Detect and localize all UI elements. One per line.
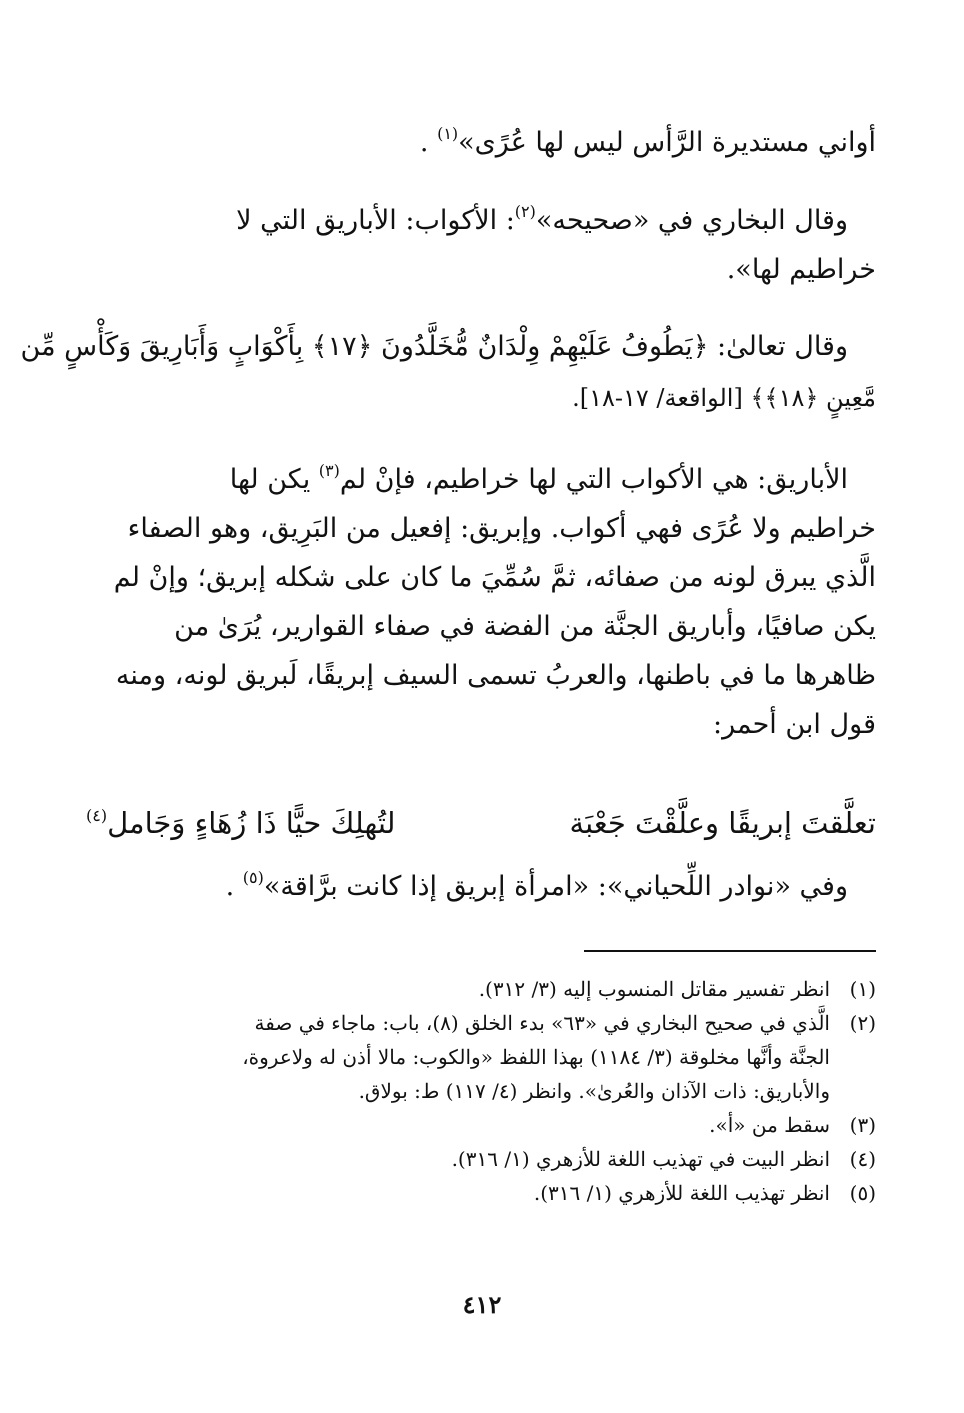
footnote-4	[86, 1142, 876, 1176]
paragraph-text: ظاهرها ما في باطنها، والعربُ تسمى السيف إبريقًا، لَبريق لونه، ومنه	[115, 660, 876, 691]
footnote-5	[86, 1176, 876, 1210]
footnote-number: (١)	[849, 977, 876, 1001]
paragraph-text: الأباريق: هي الأكواب التي لها خراطيم، فإنْ لم	[339, 464, 848, 495]
punctuation: .	[225, 871, 243, 902]
footnote-text: انظر تفسير مقاتل المنسوب إليه (٣/ ٣١٢).	[478, 977, 830, 1001]
paragraph-text: خراطيم لها».	[726, 254, 876, 285]
quran-verse-text: وقال تعالىٰ: ﴿يَطُوفُ عَلَيْهِمْ وِلْدَانٌ مُّخَلَّدُونَ ﴿١٧﴾ بِأَكْوَابٍ وَأَبَارِيقَ وَكَأْسٍ مِّن	[20, 331, 848, 362]
footnote-number: (٢)	[849, 1011, 876, 1035]
punctuation: .	[419, 127, 438, 158]
footnote-ref-3[interactable]: (٣)	[318, 461, 340, 480]
quran-quote-cont	[86, 374, 876, 423]
footnote-text: سقط من «أ».	[709, 1113, 830, 1137]
verse-hemistich-2: لتُهلِكَ حيًّا ذَا زُهَاءٍ وَجَامل	[107, 806, 396, 840]
footnote-ref-1[interactable]: (١)	[437, 124, 459, 143]
footnote-text: الجنَّة وأنَّها مخلوقة (٣/ ١١٨٤) بهذا اللفظ «والكوب: مالا أذن له ولاعروة،	[242, 1045, 830, 1069]
footnote-1	[86, 972, 876, 1006]
paragraph-text: وقال البخاري في «صحيحه»	[535, 205, 848, 236]
footnote-ref-5[interactable]: (٥)	[242, 868, 264, 887]
paragraph-text: خراطيم ولا عُرًى فهي أكواب. وإبريق: إفعيل من البَرِيق، وهو الصفاء	[127, 513, 876, 544]
footnote-ref-2[interactable]: (٢)	[514, 202, 536, 221]
page-number: ٤١٢	[462, 1290, 502, 1319]
footnote-text: انظر تهذيب اللغة للأزهري (١/ ٣١٦).	[533, 1181, 830, 1205]
footnote-separator	[584, 950, 876, 952]
paragraph-1	[86, 118, 876, 167]
paragraph-5	[86, 862, 876, 911]
footnote-number: (٣)	[849, 1113, 876, 1137]
footnote-text: انظر البيت في تهذيب اللغة للأزهري (١/ ٣١٦).	[451, 1147, 830, 1171]
paragraph-4-cont	[86, 504, 876, 749]
footnote-ref-4[interactable]: (٤)	[86, 806, 108, 825]
footnote-2	[86, 1006, 876, 1108]
footnote-text: والأباريق: ذات الآذان والعُرىٰ». وانظر (٤/ ١١٧) ط: بولاق.	[358, 1079, 830, 1103]
paragraph-2-cont	[86, 245, 876, 294]
footnote-text: الَّذي في صحيح البخاري في «٦٣» بدء الخلق (٨)، باب: ماجاء في صفة	[254, 1011, 830, 1035]
paragraph-text: الَّذي يبرق لونه من صفائه، ثمَّ سُمِّيَ ما كان على شكله إبريق؛ وإنْ لم	[113, 562, 876, 593]
paragraph-2	[86, 196, 876, 245]
footnote-number: (٤)	[849, 1147, 876, 1171]
paragraph-text: أواني مستديرة الرَّأس ليس لها عُرًى»	[458, 127, 876, 158]
paragraph-4	[86, 455, 876, 504]
quran-verse-reference: مَّعِينٍ ﴿١٨﴾﴾ [الواقعة/ ١٧-١٨].	[572, 384, 876, 412]
paragraph-text: قول ابن أحمر:	[712, 709, 876, 740]
footnotes	[86, 972, 876, 1210]
paragraph-text: يكن لها	[229, 464, 319, 495]
verse-hemistich-2-wrap	[86, 798, 395, 848]
paragraph-text: يكن صافيًا، وأباريق الجنَّة من الفضة في صفاء القوارير، يُرَىٰ من	[174, 611, 876, 642]
paragraph-text: وفي «نوادر اللِّحياني»: «امرأة إبريق إذا كانت برَّاقة»	[263, 871, 848, 902]
footnote-number: (٥)	[849, 1181, 876, 1205]
verse-hemistich-1: تعلَّقتَ إبريقًا وعلَّقْتَ جَعْبَة	[569, 806, 876, 840]
paragraph-text: : الأكواب: الأباريق التي لا	[236, 205, 515, 236]
quran-quote	[20, 322, 876, 371]
footnote-3	[86, 1108, 876, 1142]
